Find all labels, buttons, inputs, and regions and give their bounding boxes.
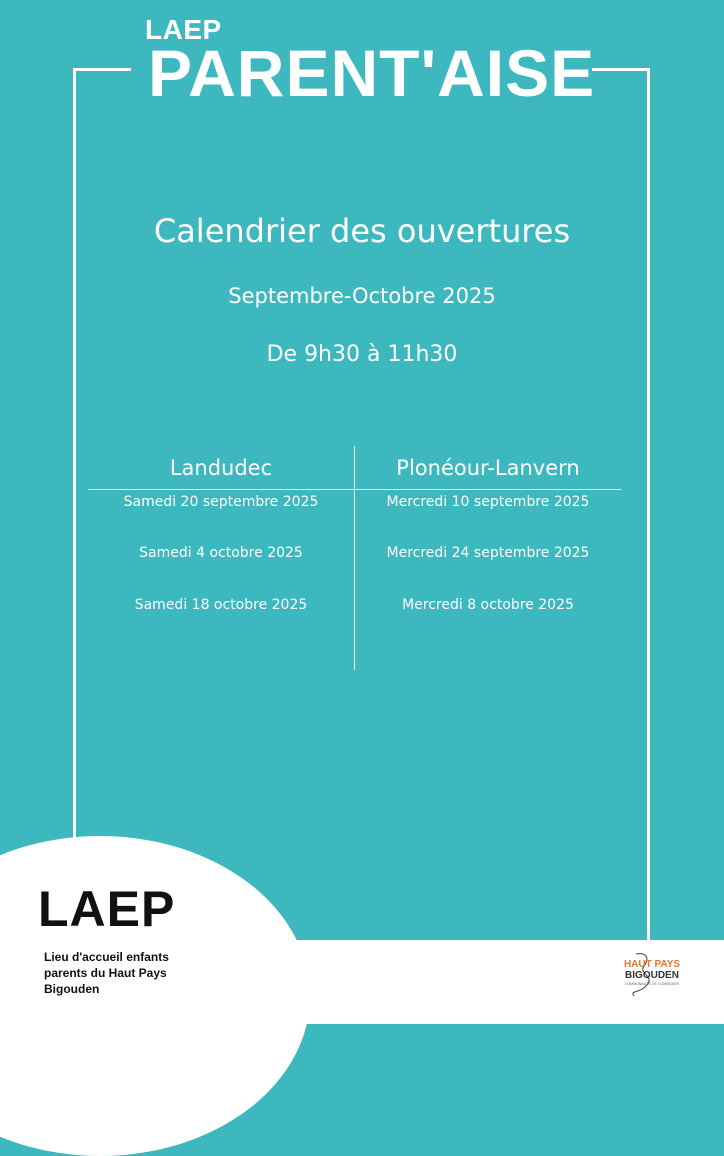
logo-tagline: COMMUNAUTÉ DE COMMUNES [624, 982, 680, 986]
frame-right [647, 68, 650, 940]
column-heading-ploneour: Plonéour-Lanvern [396, 456, 580, 480]
frame-top-left [73, 68, 131, 71]
date-ploneour-2: Mercredi 24 septembre 2025 [386, 545, 590, 561]
date-ploneour-3: Mercredi 8 octobre 2025 [402, 597, 574, 613]
column-heading-landudec: Landudec [169, 456, 273, 480]
haut-pays-bigouden-logo [616, 950, 688, 998]
date-landudec-2: Samedi 4 octobre 2025 [139, 545, 303, 561]
logo-parentaise: PARENT'AISE [148, 36, 596, 110]
frame-top-right [592, 68, 650, 71]
table-divider-vertical [354, 446, 355, 670]
logo-text-line1: HAUT PAYS [623, 959, 681, 970]
page-title: Calendrier des ouvertures [153, 212, 571, 250]
date-landudec-1: Samedi 20 septembre 2025 [123, 494, 319, 510]
frame-left [73, 68, 76, 868]
logo-text-line2: BIGOUDEN [625, 970, 679, 981]
opening-hours: De 9h30 à 11h30 [266, 342, 458, 367]
period-subtitle: Septembre-Octobre 2025 [228, 284, 496, 308]
date-landudec-3: Samedi 18 octobre 2025 [134, 597, 308, 613]
footer-description: Lieu d'accueil enfants parents du Haut Pays Bigouden [44, 950, 169, 996]
date-ploneour-1: Mercredi 10 septembre 2025 [386, 494, 590, 510]
logo-laep-small: LAEP [145, 14, 222, 45]
footer-laep-logo: LAEP [38, 881, 176, 937]
